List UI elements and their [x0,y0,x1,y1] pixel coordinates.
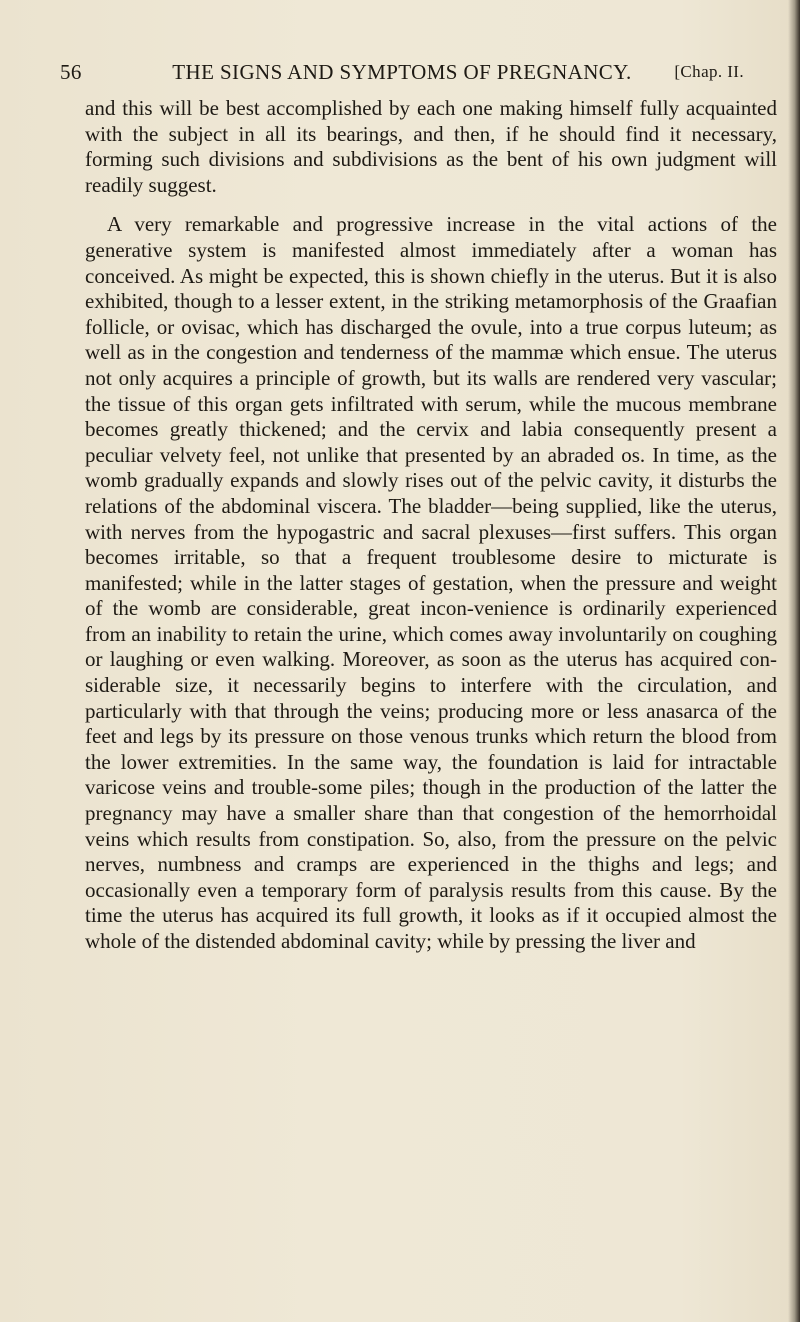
running-header [60,60,744,90]
page-edge-shadow [788,0,800,1322]
paragraph-vital-actions: A very remarkable and progressive increase in the vital actions of the generative system is manifested almost immediately after a woman has conceived. As might be expected, this is shown chiefly in the uterus. But it is also exhibited, though to a lesser extent, in the striking metamorphosis of the Graafian follicle, or ovisac, which has discharged the ovule, into a true corpus luteum; as well as in the congestion and tenderness of the mammæ which ensue. The uterus not only acquires a principle of growth, but its walls are rendered very vascular; the tissue of this organ gets infiltrated with serum, while the mucous membrane becomes greatly thickened; and the cervix and labia consequently present a peculiar velvety feel, not unlike that presented by an abraded os. In time, as the womb gradually expands and slowly rises out of the pelvic cavity, it disturbs the relations of the abdominal viscera. The bladder—being supplied, like the uterus, with nerves from the hypogastric and sacral plexuses—first suffers. This organ becomes irritable, so that a frequent troublesome desire to micturate is manifested; while in the latter stages of gestation, when the pressure and weight of the womb are considerable, great incon-venience is ordinarily experienced from an inability to retain the urine, which comes away involuntarily on coughing or laughing or even walking. Moreover, as soon as the uterus has acquired con-siderable size, it necessarily begins to interfere with the circulation, and particularly with that through the veins; producing more or less anasarca of the feet and legs by its pressure on those venous trunks which return the blood from the lower extremities. In the same way, the foundation is laid for intractable varicose veins and trouble-some piles; though in the production of the latter the pregnancy may have a smaller share than that congestion of the hemorrhoidal veins which results from constipation. So, also, from the pressure on the pelvic nerves, numbness and cramps are experienced in the thighs and legs; and occasionally even a temporary form of paralysis results from this cause. By the time the uterus has acquired its full growth, it looks as if it occupied almost the whole of the distended abdominal cavity; while by pressing the liver and [85,212,777,953]
chapter-reference: [Chap. II. [674,62,744,81]
paragraph-continuation: and this will be best accomplished by each one making himself fully acquainted with the subject in all its bearings, and then, if he should find it necessary, forming such divisions and subdivisions as the bent of his own judgment will readily suggest. [85,96,777,197]
page-number: 56 [60,60,82,84]
running-title: THE SIGNS AND SYMPTOMS OF PREGNANCY. [172,60,632,84]
body-text [85,96,777,955]
